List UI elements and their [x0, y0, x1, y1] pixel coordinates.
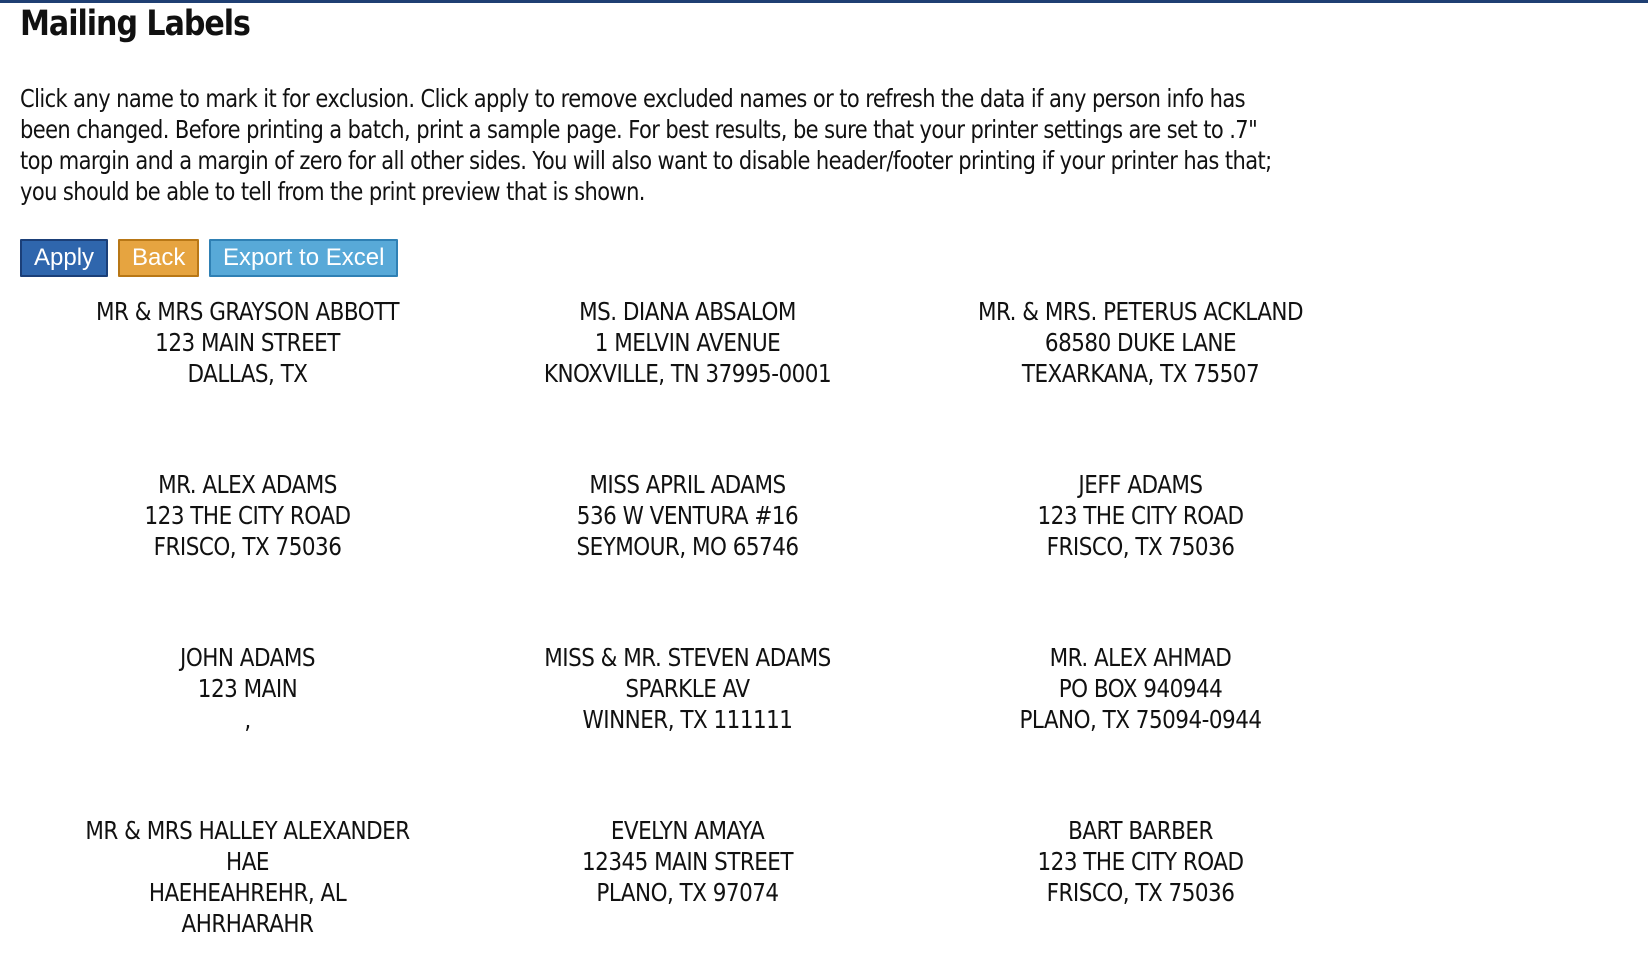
label-address-line: 1 MELVIN AVENUE	[594, 328, 781, 357]
label-address-line: 123 THE CITY ROAD	[1037, 501, 1244, 530]
page-title: Mailing Labels	[20, 4, 250, 44]
label-city-state-line: KNOXVILLE, TN 37995-0001	[543, 359, 832, 388]
label-name-line: MISS & MR. STEVEN ADAMS	[544, 643, 831, 672]
mailing-label-evelyn-amaya[interactable]	[460, 815, 915, 908]
label-address-line: 536 W VENTURA #16	[576, 501, 799, 530]
label-city-state-line: FRISCO, TX 75036	[1046, 532, 1235, 561]
instructions-text: Click any name to mark it for exclusion. Click apply to remove excluded names or to refresh the data if any person info has been changed. Before printing a batch, print a sample page. For best results, be sure that your printer settings are set to .7" top margin and a margin of zero for all other sides. You will also want to disable header/footer printing if your printer has that; you should be able to tell from the print preview that is shown.	[20, 84, 1272, 206]
mailing-label-alex-adams[interactable]	[20, 469, 475, 562]
label-address-line: SPARKLE AV	[625, 674, 750, 703]
mailing-labels-page	[20, 0, 1490, 938]
label-city-state-line: FRISCO, TX 75036	[153, 532, 342, 561]
label-city-state-line: PLANO, TX 97074	[596, 878, 779, 907]
label-extra-line: AHRHARAHR	[181, 909, 314, 938]
mailing-label-april-adams[interactable]	[460, 469, 915, 562]
label-city-state-line: DALLAS, TX	[187, 359, 308, 388]
label-address-line: 123 MAIN	[197, 674, 298, 703]
label-name-line: EVELYN AMAYA	[610, 816, 765, 845]
mailing-label-alex-ahmad[interactable]	[913, 642, 1368, 735]
mailing-label-grayson-abbott[interactable]	[20, 296, 475, 389]
label-name-line: MR & MRS GRAYSON ABBOTT	[95, 297, 400, 326]
label-city-state-line: WINNER, TX 111111	[582, 705, 793, 734]
back-button[interactable]: Back	[118, 239, 199, 277]
label-address-line: PO BOX 940944	[1058, 674, 1223, 703]
mailing-label-diana-absalom[interactable]	[460, 296, 915, 389]
label-city-state-line: SEYMOUR, MO 65746	[576, 532, 799, 561]
label-name-line: BART BARBER	[1068, 816, 1213, 845]
apply-button[interactable]: Apply	[20, 239, 108, 277]
label-city-state-line: PLANO, TX 75094-0944	[1019, 705, 1262, 734]
label-name-line: JOHN ADAMS	[180, 643, 315, 672]
label-address-line: 123 THE CITY ROAD	[144, 501, 351, 530]
mailing-label-john-adams[interactable]	[20, 642, 475, 735]
label-name-line: MISS APRIL ADAMS	[589, 470, 786, 499]
label-address-line: HAE	[226, 847, 269, 876]
action-toolbar	[20, 239, 398, 277]
label-city-state-line: FRISCO, TX 75036	[1046, 878, 1235, 907]
label-address-line: 12345 MAIN STREET	[582, 847, 793, 876]
label-name-line: MR. & MRS. PETERUS ACKLAND	[977, 297, 1304, 326]
label-city-state-line: ,	[244, 705, 251, 734]
label-name-line: MR & MRS HALLEY ALEXANDER	[85, 816, 410, 845]
mailing-label-bart-barber[interactable]	[913, 815, 1368, 908]
label-city-state-line: HAEHEAHREHR, AL	[148, 878, 347, 907]
label-name-line: JEFF ADAMS	[1078, 470, 1203, 499]
mailing-label-jeff-adams[interactable]	[913, 469, 1368, 562]
label-address-line: 123 MAIN STREET	[155, 328, 340, 357]
mailing-label-peterus-ackland[interactable]	[913, 296, 1368, 389]
export-to-excel-button[interactable]: Export to Excel	[209, 239, 398, 277]
label-address-line: 68580 DUKE LANE	[1044, 328, 1237, 357]
mailing-label-steven-adams[interactable]	[460, 642, 915, 735]
label-name-line: MS. DIANA ABSALOM	[579, 297, 796, 326]
label-address-line: 123 THE CITY ROAD	[1037, 847, 1244, 876]
mailing-label-halley-alexander[interactable]	[20, 815, 475, 939]
label-name-line: MR. ALEX ADAMS	[158, 470, 337, 499]
label-city-state-line: TEXARKANA, TX 75507	[1021, 359, 1260, 388]
label-name-line: MR. ALEX AHMAD	[1049, 643, 1232, 672]
